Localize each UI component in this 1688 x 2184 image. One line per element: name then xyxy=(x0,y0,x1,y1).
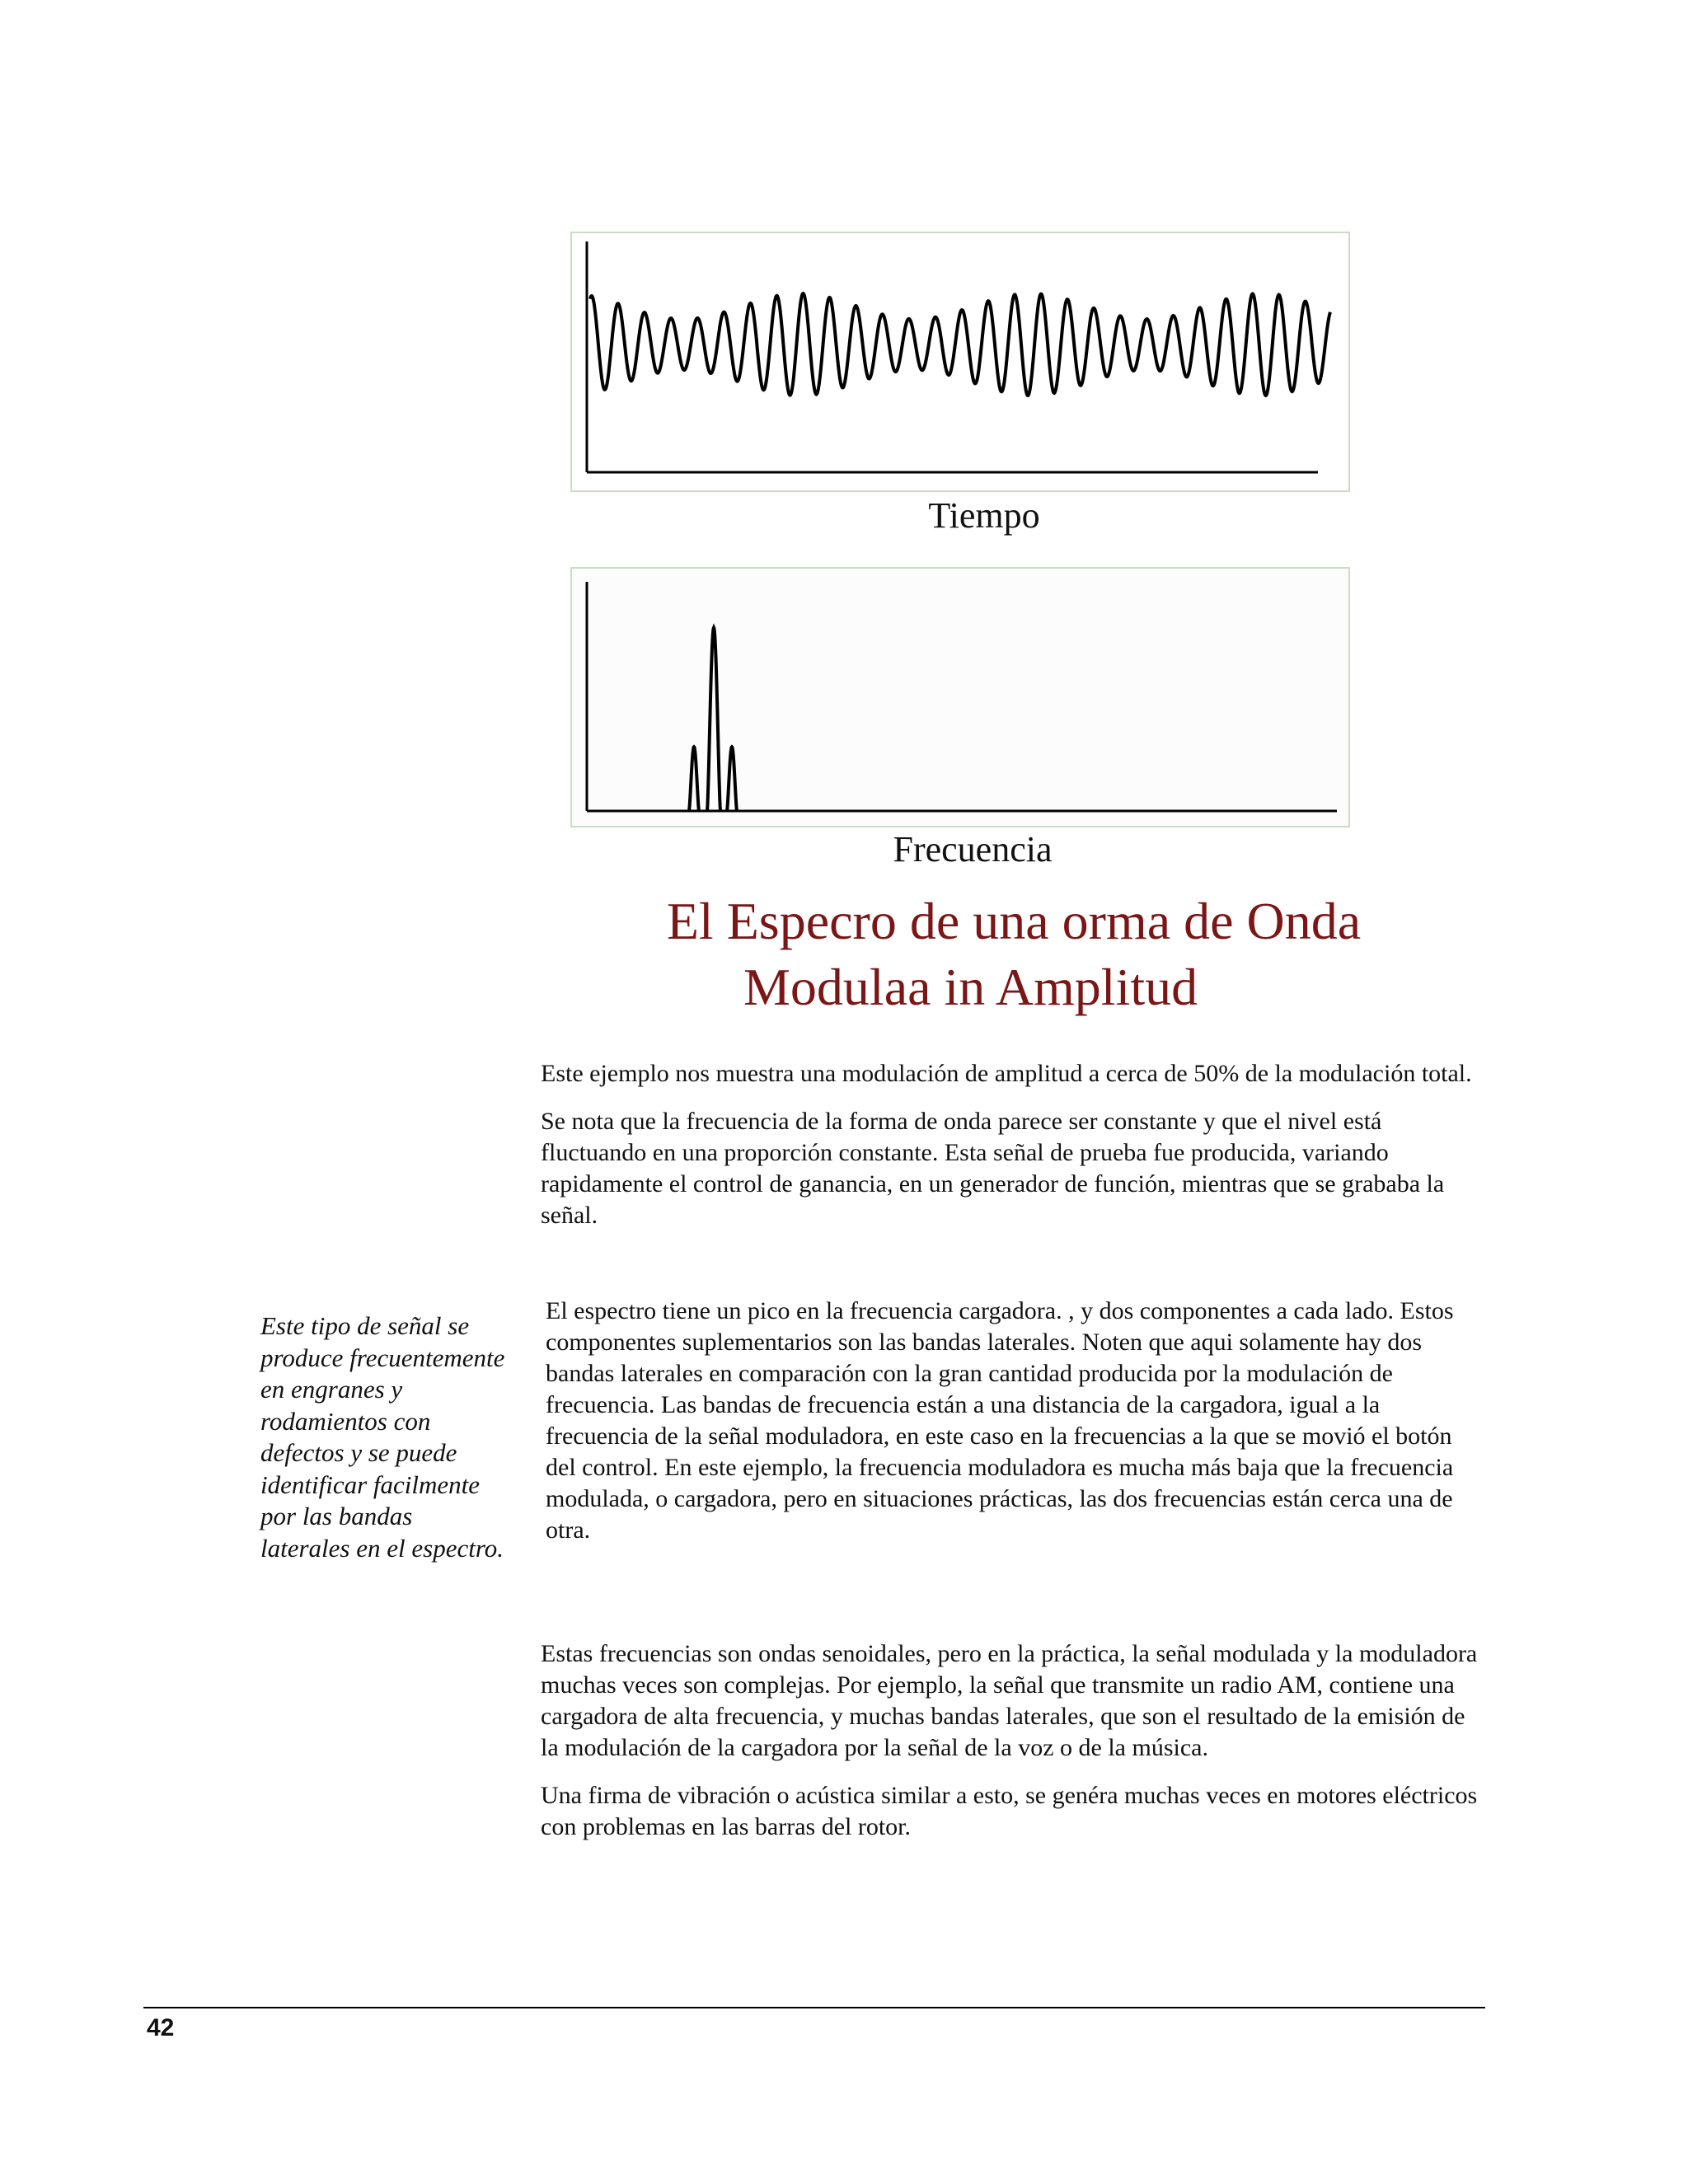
body-intro xyxy=(541,1058,1480,1248)
frequency-caption: Frecuencia xyxy=(893,829,1053,869)
paragraph-1: Este ejemplo nos muestra una modulación de amplitud a cerca de 50% de la modulación total. xyxy=(541,1060,1472,1087)
section-heading xyxy=(643,888,1385,1020)
margin-note: Este tipo de señal se produce frecuentemente en engranes y rodamientos con defectos y se puede identificar facilmente por las bandas laterales en el espectro. xyxy=(260,1311,505,1563)
spectrum-peak-lower-sideband xyxy=(689,747,699,811)
page-number: 42 xyxy=(147,2014,175,2041)
frequency-domain-figure xyxy=(570,567,1350,827)
paragraph-5: Una firma de vibración o acústica similar a esto, se genéra muchas veces en motores eléctricos con problemas en las barras del rotor. xyxy=(541,1782,1478,1840)
heading-line-2: Modulaa in Amplitud xyxy=(743,958,1198,1016)
heading-line-1: El Especro de una orma de Onda xyxy=(666,892,1362,950)
time-waveform-plot xyxy=(572,233,1352,494)
spectrum-peak-carrier xyxy=(707,628,720,811)
paragraph-2: Se nota que la frecuencia de la forma de onda parece ser constante y que el nivel está fluctuando en una proporción constante. Esta señal de prueba fue producida, variando rapidamente el control de ganancia, en un generador de función, mientras que se grababa la señal. xyxy=(541,1108,1445,1229)
paragraph-3: El espectro tiene un pico en la frecuencia cargadora. , y dos componentes a cada lado. Estos componentes suplementarios son las bandas laterales. Noten que aqui solamente hay dos bandas laterales en comparación con la gran cantidad producida por la modulación de frecuencia. Las bandas de frecuencia están a una distancia de la cargadora, igual a la frecuencia de la señal moduladora, en este caso en la frecuencias a la que se movió el botón del control. En este ejemplo, la frecuencia moduladora es mucha más baja que la frecuencia modulada, o cargadora, pero en situaciones prácticas, las dos frecuencias están cerca una de otra. xyxy=(546,1297,1454,1544)
spectrum-plot xyxy=(572,569,1352,829)
time-caption: Tiempo xyxy=(928,495,1040,536)
paragraph-4: Estas frecuencias son ondas senoidales, pero en la práctica, la señal modulada y la moduladora muchas veces son complejas. Por ejemplo, la señal que transmite un radio AM, contiene una cargadora de alta frecuencia, y muchas bandas laterales, que son el resultado de la emisión de la modulación de la cargadora por la señal de la voz o de la música. xyxy=(541,1640,1478,1761)
body-spectrum xyxy=(546,1296,1485,1563)
spectrum-peak-upper-sideband xyxy=(727,747,737,811)
footer-rule xyxy=(143,2007,1485,2008)
time-domain-figure xyxy=(570,232,1350,492)
body-closing xyxy=(541,1638,1480,1859)
am-waveform-line xyxy=(590,293,1330,396)
